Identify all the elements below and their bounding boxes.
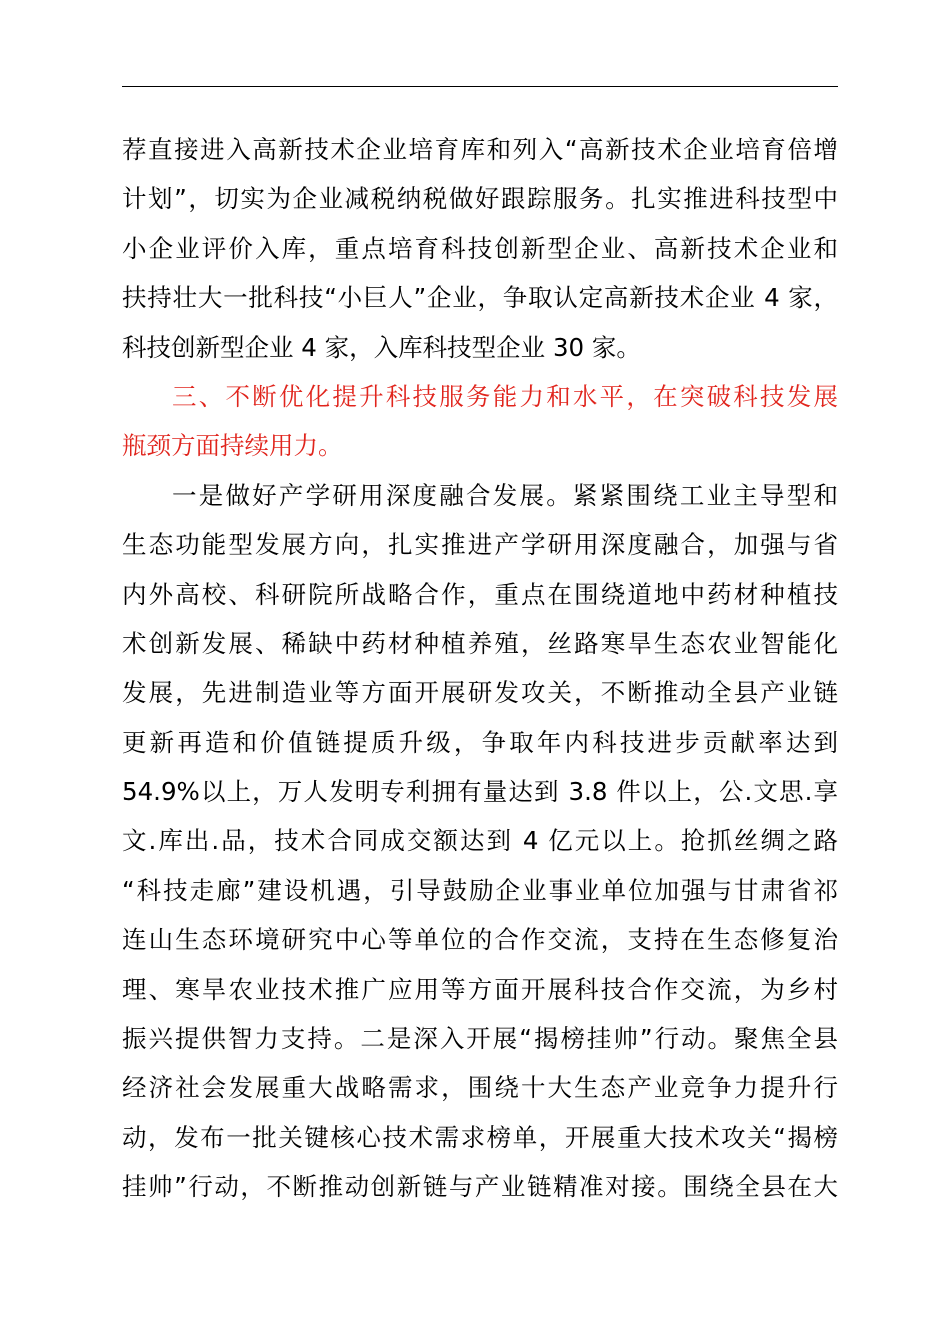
paragraph-line: 54.9%以上，万人发明专利拥有量达到 3.8 件以上，公.文思.享 <box>122 777 838 807</box>
paragraph-line: 科技创新型企业 4 家，入库科技型企业 30 家。 <box>122 332 641 362</box>
paragraph-line: 振兴提供智力支持。二是深入开展“揭榜挂帅”行动。聚焦全县 <box>122 1024 838 1054</box>
paragraph-line: 文.库出.品，技术合同成交额达到 4 亿元以上。抢抓丝绸之路 <box>122 826 838 856</box>
paragraph-line: “科技走廊”建设机遇，引导鼓励企业事业单位加强与甘肃省祁 <box>122 875 838 905</box>
section-heading-line: 三、不断优化提升科技服务能力和水平，在突破科技发展 <box>172 381 838 411</box>
paragraph-line: 更新再造和价值链提质升级，争取年内科技进步贡献率达到 <box>122 727 838 757</box>
paragraph-line: 发展，先进制造业等方面开展研发攻关，不断推动全县产业链 <box>122 678 838 708</box>
header-rule <box>122 86 838 87</box>
paragraph-line: 挂帅”行动，不断推动创新链与产业链精准对接。围绕全县在大 <box>122 1172 838 1202</box>
document-body <box>122 125 838 1212</box>
paragraph-line: 一是做好产学研用深度融合发展。紧紧围绕工业主导型和 <box>172 480 838 510</box>
paragraph-line: 计划”，切实为企业减税纳税做好跟踪服务。扎实推进科技型中 <box>122 184 838 214</box>
paragraph-line: 荐直接进入高新技术企业培育库和列入“高新技术企业培育倍增 <box>122 135 838 164</box>
paragraph-line: 生态功能型发展方向，扎实推进产学研用深度融合，加强与省 <box>122 530 838 560</box>
paragraph-line: 术创新发展、稀缺中药材种植养殖，丝路寒旱生态农业智能化 <box>122 628 838 658</box>
paragraph-line: 经济社会发展重大战略需求，围绕十大生态产业竞争力提升行 <box>122 1073 838 1103</box>
paragraph-line: 内外高校、科研院所战略合作，重点在围绕道地中药材种植技 <box>122 579 838 609</box>
paragraph-line: 扶持壮大一批科技“小巨人”企业，争取认定高新技术企业 4 家， <box>122 283 838 313</box>
section-heading-line: 瓶颈方面持续用力。 <box>122 431 343 461</box>
paragraph-line: 连山生态环境研究中心等单位的合作交流，支持在生态修复治 <box>122 925 838 955</box>
paragraph-line: 理、寒旱农业技术推广应用等方面开展科技合作交流，为乡村 <box>122 974 838 1004</box>
paragraph-line: 动，发布一批关键核心技术需求榜单，开展重大技术攻关“揭榜 <box>122 1122 838 1152</box>
paragraph-line: 小企业评价入库，重点培育科技创新型企业、高新技术企业和 <box>122 233 838 263</box>
